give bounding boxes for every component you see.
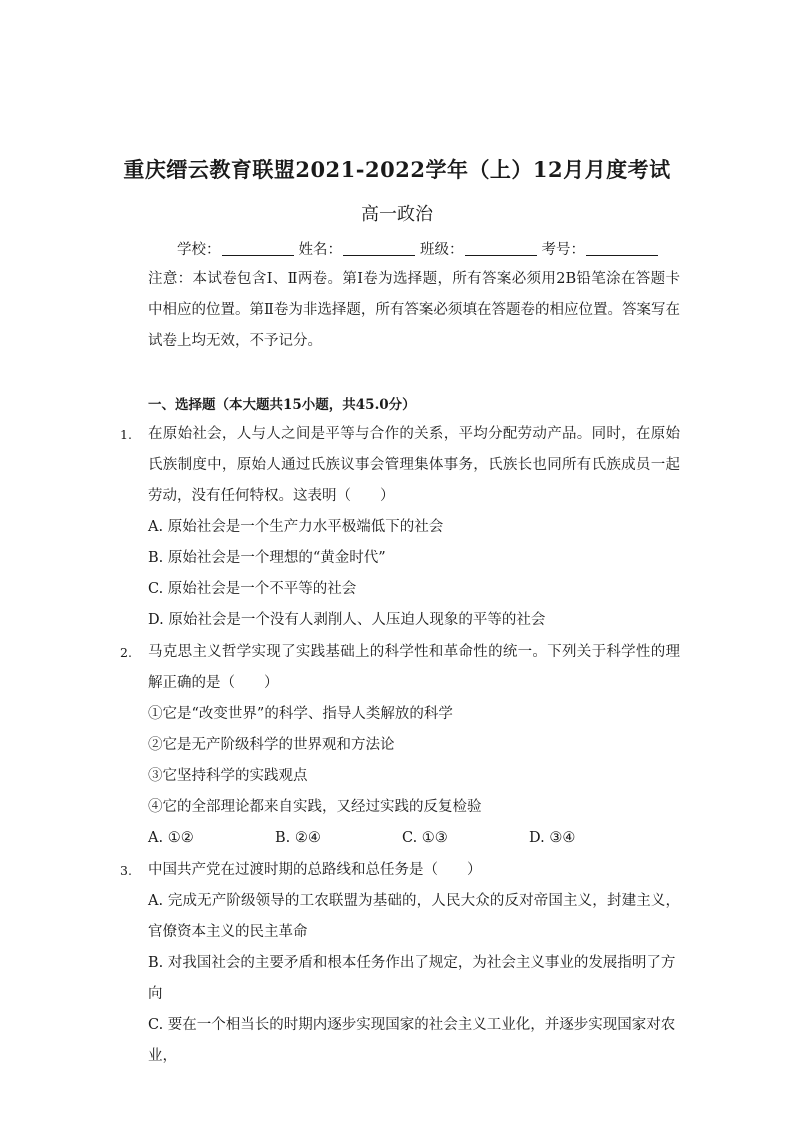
school-label: 学校：: [177, 242, 221, 258]
statement-4: ④它的全部理论都来自实践，又经过实践的反复检验: [148, 799, 482, 815]
name-blank: [343, 241, 415, 256]
question-3: [120, 855, 680, 1072]
option-a: A. ①②: [148, 830, 194, 846]
student-info-line: [175, 238, 661, 259]
option-c: C. 要在一个相当长的时期内逐步实现国家的社会主义工业化，并逐步实现国家对农业，: [148, 1017, 676, 1064]
class-blank: [465, 241, 537, 256]
exam-notice: 注意：本试卷包含Ⅰ、Ⅱ两卷。第Ⅰ卷为选择题，所有答案必须用2B铅笔涂在答题卡中相应的位置。第Ⅱ卷为非选择题，所有答案必须填在答题卷的相应位置。答案写在试卷上均无效，不予记分。: [148, 271, 680, 349]
question-1: [120, 419, 680, 636]
id-blank: [586, 241, 658, 256]
section-heading: [148, 393, 416, 413]
option-b: B. ②④: [275, 830, 321, 846]
question-stem: 中国共产党在过渡时期的总路线和总任务是（ ）: [148, 862, 482, 878]
option-b: B. 原始社会是一个理想的“黄金时代”: [148, 550, 386, 566]
question-number: 3.: [120, 863, 132, 878]
exam-subject: 高一政治: [361, 204, 433, 225]
school-blank: [222, 241, 294, 256]
section-heading-text: 一、选择题（本大题共15小题，共45.0分）: [148, 397, 416, 413]
option-c: C. ①③: [402, 830, 448, 846]
question-number: 1.: [120, 427, 132, 442]
exam-title: 重庆缙云教育联盟2021-2022学年（上）12月月度考试: [123, 157, 671, 182]
statement-2: ②它是无产阶级科学的世界观和方法论: [148, 737, 395, 753]
option-d: D. 原始社会是一个没有人剥削人、人压迫人现象的平等的社会: [148, 612, 546, 628]
id-label: 考号：: [541, 242, 585, 258]
question-number: 2.: [120, 645, 132, 660]
question-2: [120, 637, 680, 854]
option-row: [148, 823, 680, 854]
option-b: B. 对我国社会的主要矛盾和根本任务作出了规定，为社会主义事业的发展指明了方向: [148, 955, 676, 1002]
name-label: 姓名：: [298, 242, 342, 258]
option-d: D. ③④: [529, 830, 576, 846]
option-c: C. 原始社会是一个不平等的社会: [148, 581, 357, 597]
class-label: 班级：: [420, 242, 464, 258]
option-a: A. 完成无产阶级领导的工农联盟为基础的，人民大众的反对帝国主义，封建主义，官僚资本主义的民主革命: [148, 893, 680, 940]
option-a: A. 原始社会是一个生产力水平极端低下的社会: [148, 519, 444, 535]
statement-1: ①它是“改变世界”的科学、指导人类解放的科学: [148, 706, 453, 722]
question-stem: 在原始社会，人与人之间是平等与合作的关系，平均分配劳动产品。同时，在原始氏族制度中，原始人通过氏族议事会管理集体事务，氏族长也同所有氏族成员一起劳动，没有任何特权。这表明（ ）: [148, 426, 680, 504]
question-stem: 马克思主义哲学实现了实践基础上的科学性和革命性的统一。下列关于科学性的理解正确的是（ ）: [148, 644, 680, 691]
statement-3: ③它坚持科学的实践观点: [148, 768, 308, 784]
